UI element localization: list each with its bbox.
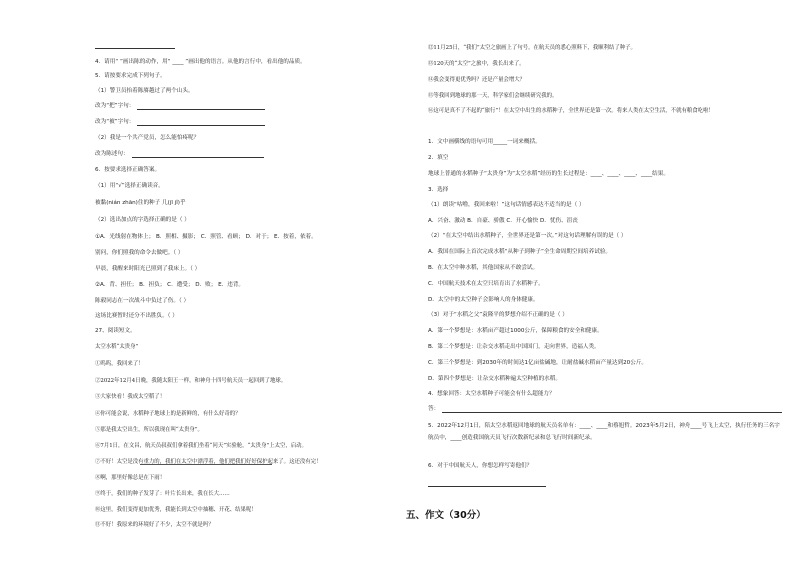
reading-question-3-2: （2）“在太空中结出水稻种子，全世界还是第一次。”对这句话理解有误的是（ ） [428, 233, 627, 239]
question-6-2a: ①A．光线射在物体上； B．照相、摄影； C．照管、看顾； D．对于； E．按着，依着。 [95, 234, 317, 240]
passage-paragraph: ④你可能会说，水稻种子地球上的是新鲜的，有什么好奇的？ [95, 411, 241, 417]
question-5-1: （1）警卫员抬着陈赓越过了两个山头。 [95, 88, 194, 94]
question-5-1a: 改为“把”字句： [95, 103, 135, 109]
passage-paragraph: ⑭我会变得更优秀吗？还是产量会增大？ [428, 77, 526, 83]
underlined-sentence [140, 464, 272, 465]
passage-paragraph: ⑦不好！太空是没有重力的，我们在太空中漂浮着，他们把我们好好保护起来了。这还没有完！ [95, 459, 322, 465]
question-6-2f: 这场比赛暂时还分不出胜负。（ ） [95, 313, 178, 319]
answer-line [137, 125, 265, 126]
question-6-1: （1）用“√”选择正确读音。 [95, 183, 164, 189]
question-27: 27、阅读短文。 [95, 328, 136, 334]
answer-line [95, 48, 175, 49]
question-6-2d: ②A．背、担任； B．担负； C．遭受； D．败； E．违背。 [95, 282, 245, 288]
passage-paragraph: ①呜呜，我回来了！ [95, 361, 144, 367]
reading-question-3: 3．选择 [428, 187, 449, 193]
passage-paragraph: ⑯这可是真不了不起的“旅行”！在太空中出生的水稻种子，全世界还是第一次。将来人类在太空生活，不就有粮食吃啦！ [428, 108, 714, 114]
question-6-2b: 别问，你们照我的命令去做吧。（ ） [95, 250, 184, 256]
reading-question-2: 2．填空 [428, 155, 449, 161]
passage-paragraph: ⑫11月25日，“我们”太空之旅画上了句号。在航天员的悉心照料下，我顺利结了种子。 [428, 45, 636, 51]
question-4: 4．请用“ ”画出陈的动作，用“ ____ ”画出他的语言。从他的言行中，看出他的品质。 [95, 59, 306, 65]
question-6-2c: 早晨，我醒来时阳光已照到了我床上。（ ） [95, 266, 201, 272]
passage-paragraph: ⑮等我回到地球的那一天，科学家们会继续研究我的。 [428, 93, 558, 99]
answer-line [428, 486, 546, 487]
reading-question-3-2d: D．太空中的太空种子会影响人的身体健康。 [428, 297, 539, 303]
reading-question-3-3d: D．第四个梦想是：让杂交水稻种遍太空种植的水稻。 [428, 376, 561, 382]
passage-title: 太空水稻“太贵身” [95, 344, 139, 350]
reading-question-3-1: （1）朗读“咕噜，我回来啦！”这句话情感表达不适当的是（ ） [428, 202, 585, 208]
reading-question-6: 6．对于中国航天人，你想怎样写寄他们？ [428, 463, 533, 469]
reading-question-3-3a: A．第一个梦想是：水稻亩产超过1000公斤，保障粮食的安全和健康。 [428, 328, 603, 334]
passage-paragraph: ⑩这里，我们变得更加优秀，我能长到太空中抽穗、开花、结果呢！ [95, 507, 257, 513]
answer-line [442, 412, 782, 413]
answer-line [137, 109, 265, 110]
reading-question-3-2b: B．在太空中种水稻，其他国家从不敢尝试。 [428, 265, 539, 271]
question-5-1b: 改为“被”字句： [95, 119, 135, 125]
passage-paragraph: ⑬120天的“太空”之旅中，我长出来了。 [428, 61, 525, 67]
reading-question-5: 5．2022年12月1日，陪太空水稻返回地球的航天员名单有：____、____和蔡旭哲。2023年5月2日，神舟____号飞上太空，执行任务的三名宇航员中，____创造我国航天员飞行次数新纪录和总飞行时间新纪录。 [428, 423, 780, 441]
passage-paragraph: ③大家快看！我成太空稻了！ [95, 394, 166, 400]
passage-paragraph: ⑧啊，那里好像总是在下雨！ [95, 475, 166, 481]
section-heading: 五、作文（30分） [406, 510, 486, 521]
reading-question-3-3b: B．第二个梦想是：让杂交水稻走出中国国门，走向世界，造福人类。 [428, 344, 600, 350]
question-6-1a: 被黏(nián zhān)住的种子 几(jī jǐ)乎 [95, 200, 186, 206]
reading-question-3-2a: A．我国在国际上首次完成水稻“从种子到种子”全生命周期空间培养试验。 [428, 249, 612, 255]
passage-paragraph: ②2022年12月4日晚，我随太阳王一样，和神舟十四号航天员一起回到了地球。 [95, 378, 287, 384]
reading-question-3-1a: A．兴奋、激动 B．自豪、骄傲 C．开心愉快 D．忧伤、沮丧 [428, 218, 578, 224]
passage-paragraph: ⑨终于，我们的种子发芽了：叶片长出来，我在长大…… [95, 491, 230, 497]
question-6: 6．按要求选择正确答案。 [95, 167, 161, 173]
passage-paragraph: ⑤那是我太空出生，所以我现在叫“太贵身”。 [95, 427, 203, 433]
question-5-2a: 改为陈述句： [95, 151, 129, 157]
question-6-2: （2）选出加点的字选择正确的是（ ） [95, 217, 190, 223]
reading-question-3-3c: C．第三个梦想是：到2030年的时间达1亿亩盐碱地，让耐盐碱水稻亩产量达到20公斤。 [428, 360, 648, 366]
answer-line [132, 157, 264, 158]
passage-paragraph: ⑪不好！我原来的环境好了不少，太空不就是吗？ [95, 522, 214, 528]
answer-label: 答： [428, 406, 440, 412]
reading-question-1: 1．文中画横线的语句可用_____一词来概括。 [428, 139, 541, 145]
question-6-2e: 陈毅同志在一次战斗中负过了伤。（ ） [95, 298, 190, 304]
passage-paragraph: ⑥7月1日，在文昌，航天员叔叔们拿着我们坐着“问天”实验舱，“太贵身”上太空，启动。 [95, 443, 307, 449]
reading-question-3-3: （3）对于“水稻之父”袁隆平的梦想介绍不正确的是（ ） [428, 312, 568, 318]
question-5: 5．请按要求完成下列句子。 [95, 73, 166, 79]
reading-question-2a: 地球上普通的水稻种子“太贵身”为“太空水稻”经历的生长过程是：____、____、____、____结果。 [428, 171, 669, 177]
reading-question-4: 4．想象回答：太空水稻种子可能会有什么超能力？ [428, 391, 555, 397]
reading-question-3-2c: C．中国航天技术在太空只培育出了水稻种子。 [428, 281, 544, 287]
question-5-2: （2）我是一个共产党员，怎么能怕疼呢？ [95, 135, 200, 141]
